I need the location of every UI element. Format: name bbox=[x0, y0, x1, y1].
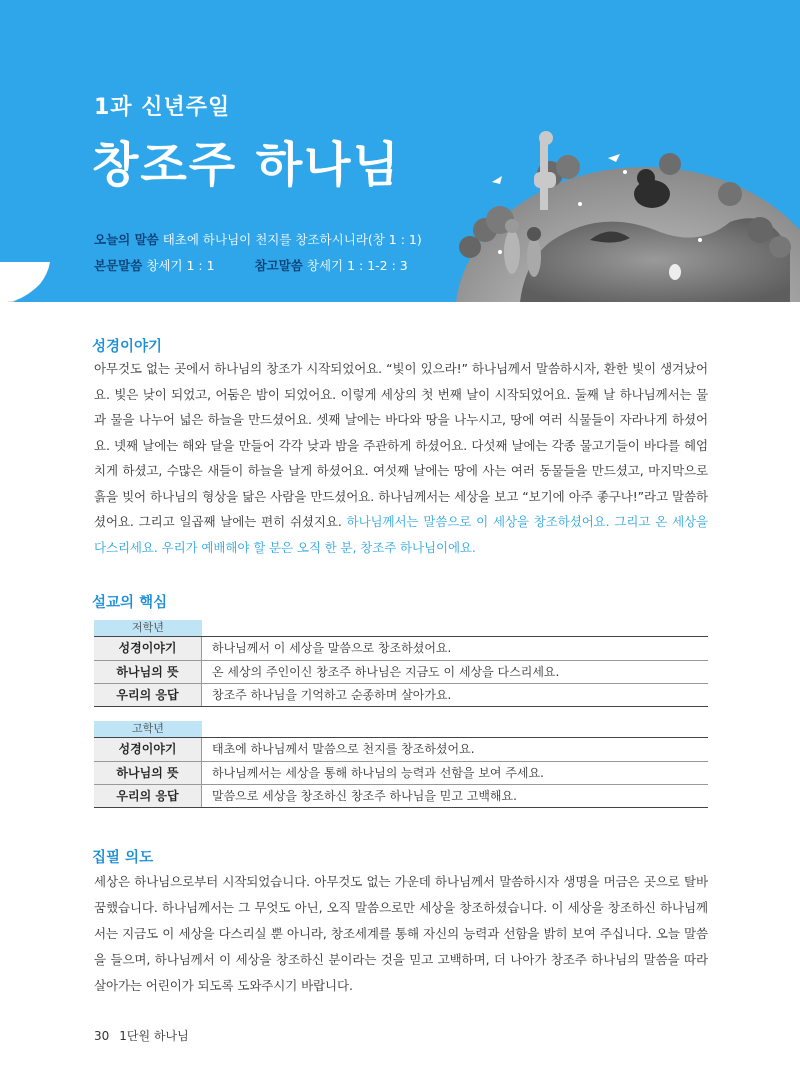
bible-story-text: 아무것도 없는 곳에서 하나님의 창조가 시작되었어요. “빛이 있으라!” 하나님께서 말씀하시자, 환한 빛이 생겨났어요. 빛은 낮이 되었고, 어둠은 밤이 되었어요. 이렇게 세상의 첫 번째 날이 시작되었어요. 둘째 날 하나님께서는 물과 물을 나누어 넓은 하늘을 만드셨어요. 셋째 날에는 바다와 땅을 나누시고, 땅에 여러 식물들이 자라나게 하셨어요. 넷째 날에는 해와 달을 만들어 각각 낮과 밤을 주관하게 하셨어요. 다섯째 날에는 각종 물고기들이 바다를 헤엄치게 하셨고, 수많은 새들이 하늘을 날게 하셨어요. 여섯째 날에는 땅에 사는 여러 동물들을 만드셨고, 마지막으로 흙을 빚어 하나님의 형상을 닮은 사람을 만드셨어요. 하나님께서는 세상을 보고 “보기에 아주 좋구나!”라고 말씀하셨어요. 그리고 일곱째 날에는 편히 쉬셨지요. bbox=[94, 361, 708, 529]
lower-grade-tab: 저학년 bbox=[94, 620, 202, 636]
row-key: 하나님의 뜻 bbox=[94, 661, 202, 683]
page-curl-decoration bbox=[0, 262, 60, 302]
row-value: 하나님께서는 세상을 통해 하나님의 능력과 선함을 보여 주세요. bbox=[212, 766, 544, 780]
row-value: 온 세상의 주인이신 창조주 하나님은 지금도 이 세상을 다스리세요. bbox=[212, 665, 560, 679]
upper-grade-tab: 고학년 bbox=[94, 721, 202, 737]
row-key: 성경이야기 bbox=[94, 637, 202, 660]
page-footer bbox=[94, 1027, 189, 1044]
main-text-tag: 본문말씀 bbox=[94, 258, 143, 273]
table-row bbox=[94, 761, 708, 784]
bible-story-heading: 성경이야기 bbox=[88, 333, 168, 358]
unit-label: 1단원 하나님 bbox=[119, 1029, 189, 1043]
today-verse-line bbox=[94, 230, 422, 248]
creation-globe-illustration bbox=[430, 112, 800, 302]
main-text-ref: 창세기 1 : 1 bbox=[146, 258, 215, 273]
writing-intent-heading: 집필 의도 bbox=[88, 844, 159, 869]
row-key: 우리의 응답 bbox=[94, 684, 202, 706]
lower-grade-table bbox=[94, 636, 708, 707]
page-title: 창조주 하나님 bbox=[92, 137, 401, 193]
table-row bbox=[94, 784, 708, 807]
lesson-label: 1과 신년주일 bbox=[94, 95, 231, 120]
row-value: 창조주 하나님을 기억하고 순종하며 살아가요. bbox=[212, 688, 452, 702]
table-row bbox=[94, 660, 708, 683]
bible-story-body bbox=[94, 356, 708, 560]
row-value: 말씀으로 세상을 창조하신 창조주 하나님을 믿고 고백해요. bbox=[212, 789, 517, 803]
today-verse-tag: 오늘의 말씀 bbox=[94, 232, 159, 247]
ref-text-ref: 창세기 1 : 1-2 : 3 bbox=[306, 258, 408, 273]
row-key: 하나님의 뜻 bbox=[94, 762, 202, 784]
row-value: 태초에 하나님께서 말씀으로 천지를 창조하셨어요. bbox=[212, 742, 475, 756]
scripture-line bbox=[94, 256, 408, 274]
page-number: 30 bbox=[94, 1029, 110, 1043]
table-row bbox=[94, 738, 708, 761]
writing-intent-body: 세상은 하나님으로부터 시작되었습니다. 아무것도 없는 가운데 하나님께서 말씀하시자 생명을 머금은 곳으로 탈바꿈했습니다. 하나님께서는 그 무엇도 아닌, 오직 말씀으로만 세상을 창조하셨습니다. 이 세상을 창조하신 하나님께서는 지금도 이 세상을 다스리실 뿐 아니라, 창조세계를 통해 자신의 능력과 선함을 밝히 보여 주십니다. 오늘 말씀을 들으며, 하나님께서 이 세상을 창조하신 분이라는 것을 믿고 고백하며, 더 나아가 창조주 하나님의 말씀을 따라 살아가는 어린이가 되도록 도와주시기 바랍니다. bbox=[94, 874, 708, 993]
upper-grade-table bbox=[94, 737, 708, 808]
sermon-core-heading: 설교의 핵심 bbox=[88, 589, 173, 614]
table-row bbox=[94, 637, 708, 660]
ref-text-tag: 참고말씀 bbox=[254, 258, 303, 273]
page-header bbox=[0, 0, 800, 302]
bible-story-highlight: 하나님께서는 말씀으로 이 세상을 창조하셨어요. 그리고 온 세상을 다스리세요. 우리가 예배해야 할 분은 오직 한 분, 창조주 하나님이에요. bbox=[94, 514, 708, 555]
row-key: 성경이야기 bbox=[94, 738, 202, 761]
row-value: 하나님께서 이 세상을 말씀으로 창조하셨어요. bbox=[212, 641, 452, 655]
today-verse-text: 태초에 하나님이 천지를 창조하시니라(창 1 : 1) bbox=[162, 232, 422, 247]
row-key: 우리의 응답 bbox=[94, 785, 202, 807]
table-row bbox=[94, 683, 708, 706]
